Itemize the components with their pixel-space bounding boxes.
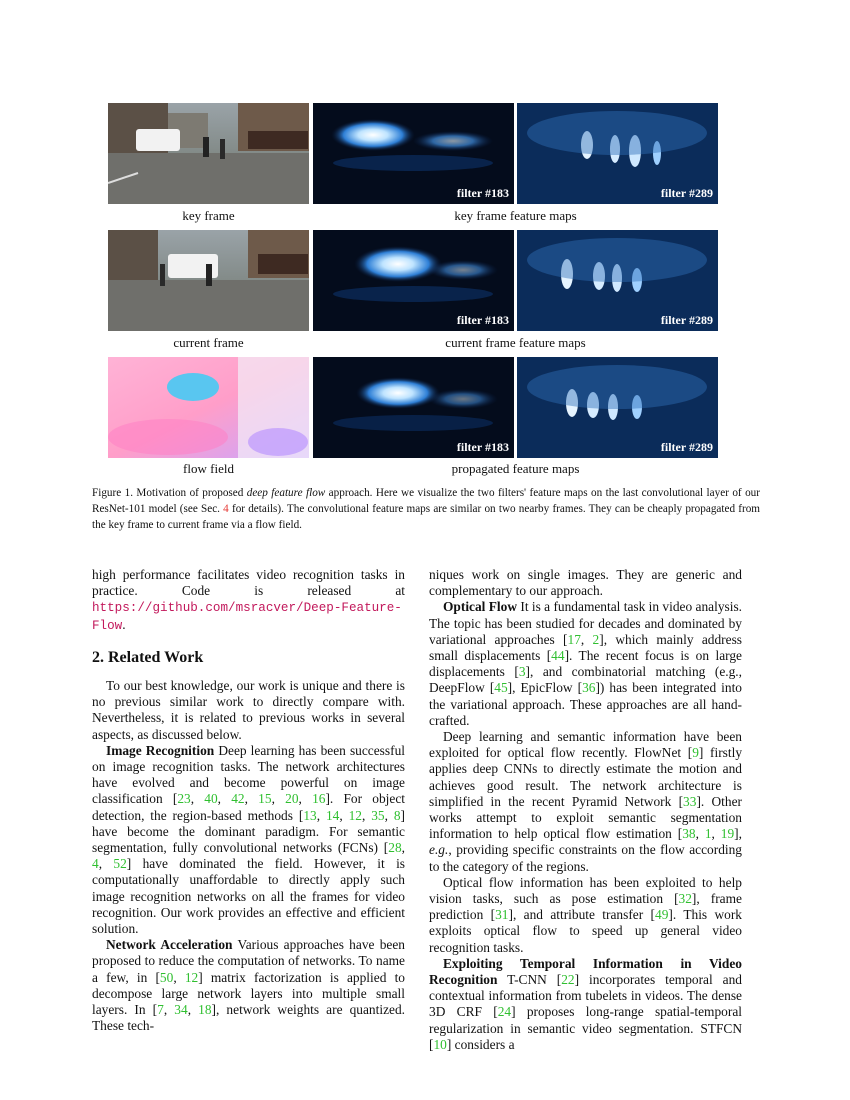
- citation-link[interactable]: 1: [704, 826, 712, 842]
- filter-label: filter #183: [456, 313, 509, 327]
- citation-link[interactable]: 38: [682, 826, 696, 842]
- figure-row-flow-captions: [108, 461, 718, 479]
- key-feature-map-289: [517, 103, 718, 204]
- subcaption: current frame feature maps: [445, 335, 586, 350]
- right-column: [429, 567, 742, 1053]
- current-feature-map-183: [313, 230, 514, 331]
- citation-link[interactable]: 24: [497, 1004, 512, 1020]
- citation-link[interactable]: 49: [655, 907, 669, 923]
- citation-link[interactable]: 18: [198, 1002, 212, 1018]
- image-recognition-paragraph: Image Recognition Deep learning has been successful on image recognition tasks. The network architectures have evolved and become powerful on image classification [23, 40, 42, 15, 20, 16]. For object detection, the region-based methods [13, 14, 12, 35, 8] have become the dominant paradigm. For semantic segmentation, fully convolutional networks (FCNs) [28, 4, 52] have dominated the field. However, it is computationally unaffordable to directly apply such image recognition networks on all the frames for video recognition. Our work provides an effective and efficient solution.: [92, 742, 406, 937]
- citation-link[interactable]: 45: [494, 680, 508, 696]
- flow-applications-paragraph: Optical flow information has been exploited to help vision tasks, such as pose estimation [32], frame prediction [31], and attribute transfer [49]. This work exploits optical flow to speed up general video recognition tasks.: [429, 874, 742, 955]
- citation-link[interactable]: 50: [159, 969, 174, 985]
- filter-label: filter #183: [456, 186, 509, 200]
- intro-paragraph: high performance facilitates video recognition tasks in practice. Code is released at https://github.com/msracver/Deep-Feature-Flow.: [92, 567, 405, 633]
- code-url-link[interactable]: https://github.com/msracver/Deep-Feature-Flow: [92, 601, 402, 633]
- citation-link[interactable]: 8: [393, 807, 401, 823]
- citation-link[interactable]: 31: [495, 907, 509, 923]
- citation-link[interactable]: 9: [692, 745, 699, 761]
- subcaption: flow field: [183, 461, 234, 476]
- subcaption: key frame: [182, 208, 235, 223]
- related-intro-paragraph: To our best knowledge, our work is unique and there is no previous similar work to directly compare with. Nevertheless, it is related to previous works in several aspects, as discussed below.: [92, 678, 405, 742]
- citation-link[interactable]: 34: [174, 1002, 188, 1018]
- citation-link[interactable]: 12: [184, 969, 199, 985]
- subcaption: current frame: [173, 335, 244, 350]
- citation-link[interactable]: 35: [371, 807, 385, 823]
- left-column: [92, 567, 405, 1034]
- figure-row-current-captions: [108, 335, 718, 353]
- figure-row-flow: [108, 357, 718, 458]
- key-feature-map-183: [313, 103, 514, 204]
- citation-link[interactable]: 22: [561, 972, 575, 988]
- current-frame-image: [108, 230, 309, 331]
- figure-row-key-captions: [108, 208, 718, 226]
- citation-link[interactable]: 44: [551, 648, 565, 664]
- network-acceleration-paragraph: Network Acceleration Various approaches have been proposed to reduce the computation of networks. To name a few, in [50, 12] matrix factorization is applied to decompose large network layers into multiple small layers. In [7, 34, 18], network weights are quantized. These tech-: [92, 937, 406, 1034]
- figure-caption: Figure 1. Motivation of proposed deep feature flow approach. Here we visualize the two filters' feature maps on the last convolutional layer of our ResNet-101 model (see Sec. 4 for details). The convolutional feature maps are similar on two nearby frames. They can be cheaply propagated from the key frame to current frame via a flow field.: [92, 487, 760, 531]
- citation-link[interactable]: 3: [518, 664, 526, 680]
- citation-link[interactable]: 16: [312, 791, 326, 807]
- citation-link[interactable]: 40: [204, 791, 218, 807]
- current-feature-map-289: [517, 230, 718, 331]
- continued-paragraph: niques work on single images. They are generic and complementary to our approach.: [429, 567, 742, 599]
- citation-link[interactable]: 12: [348, 807, 362, 823]
- deep-learning-flow-paragraph: Deep learning and semantic information have been exploited for optical flow recently. FlowNet [9] firstly applies deep CNNs to directly estimate the motion and achieves good result. The network architecture is simplified in the recent Pyramid Network [33]. Other works attempt to exploit semantic segmentation information to help optical flow estimation [38, 1, 19], e.g., providing specific constraints on the flow according to the category of the regions.: [429, 729, 743, 874]
- citation-link[interactable]: 42: [231, 791, 245, 807]
- citation-link[interactable]: 4: [92, 856, 99, 872]
- filter-label: filter #183: [456, 440, 509, 454]
- citation-link[interactable]: 14: [325, 807, 340, 823]
- citation-link[interactable]: 7: [157, 1002, 164, 1018]
- flow-field-image: [108, 357, 309, 458]
- citation-link[interactable]: 2: [592, 631, 600, 647]
- propagated-feature-map-289: [517, 357, 718, 458]
- filter-label: filter #289: [660, 313, 713, 327]
- optical-flow-paragraph: Optical Flow It is a fundamental task in video analysis. The topic has been studied for decades and dominated by variational approaches [17, 2], which mainly address small displacements [44]. The recent focus is on large displacements [3], and combinatorial matching (e.g., DeepFlow [45], EpicFlow [36]) has been integrated into the variational approach. These approaches are all hand-crafted.: [429, 599, 743, 728]
- citation-link[interactable]: 13: [303, 807, 317, 823]
- filter-label: filter #289: [660, 440, 713, 454]
- citation-link[interactable]: 17: [567, 631, 581, 647]
- figure-row-current: [108, 230, 718, 331]
- citation-link[interactable]: 52: [113, 856, 127, 872]
- propagated-feature-map-183: [313, 357, 514, 458]
- section-link[interactable]: 4: [223, 503, 229, 515]
- citation-link[interactable]: 33: [683, 793, 697, 809]
- citation-link[interactable]: 15: [258, 791, 272, 807]
- citation-link[interactable]: 32: [678, 891, 692, 907]
- section-heading: 2. Related Work: [92, 648, 204, 666]
- filter-label: filter #289: [660, 186, 713, 200]
- key-frame-image: [108, 103, 309, 204]
- subcaption: propagated feature maps: [451, 461, 580, 476]
- citation-link[interactable]: 28: [388, 840, 402, 856]
- citation-link[interactable]: 36: [582, 680, 596, 696]
- citation-link[interactable]: 19: [720, 826, 735, 842]
- temporal-information-paragraph: Exploiting Temporal Information in Video Recognition T-CNN [22] incorporates temporal and contextual information from tubelets in videos. The dense 3D CRF [24] proposes long-range spatial-temporal regularization in semantic video segmentation. STFCN [10] considers a: [429, 955, 742, 1052]
- citation-link[interactable]: 23: [177, 791, 191, 807]
- citation-link[interactable]: 20: [285, 791, 299, 807]
- citation-link[interactable]: 10: [433, 1036, 447, 1052]
- figure-row-key: [108, 103, 718, 204]
- subcaption: key frame feature maps: [454, 208, 577, 223]
